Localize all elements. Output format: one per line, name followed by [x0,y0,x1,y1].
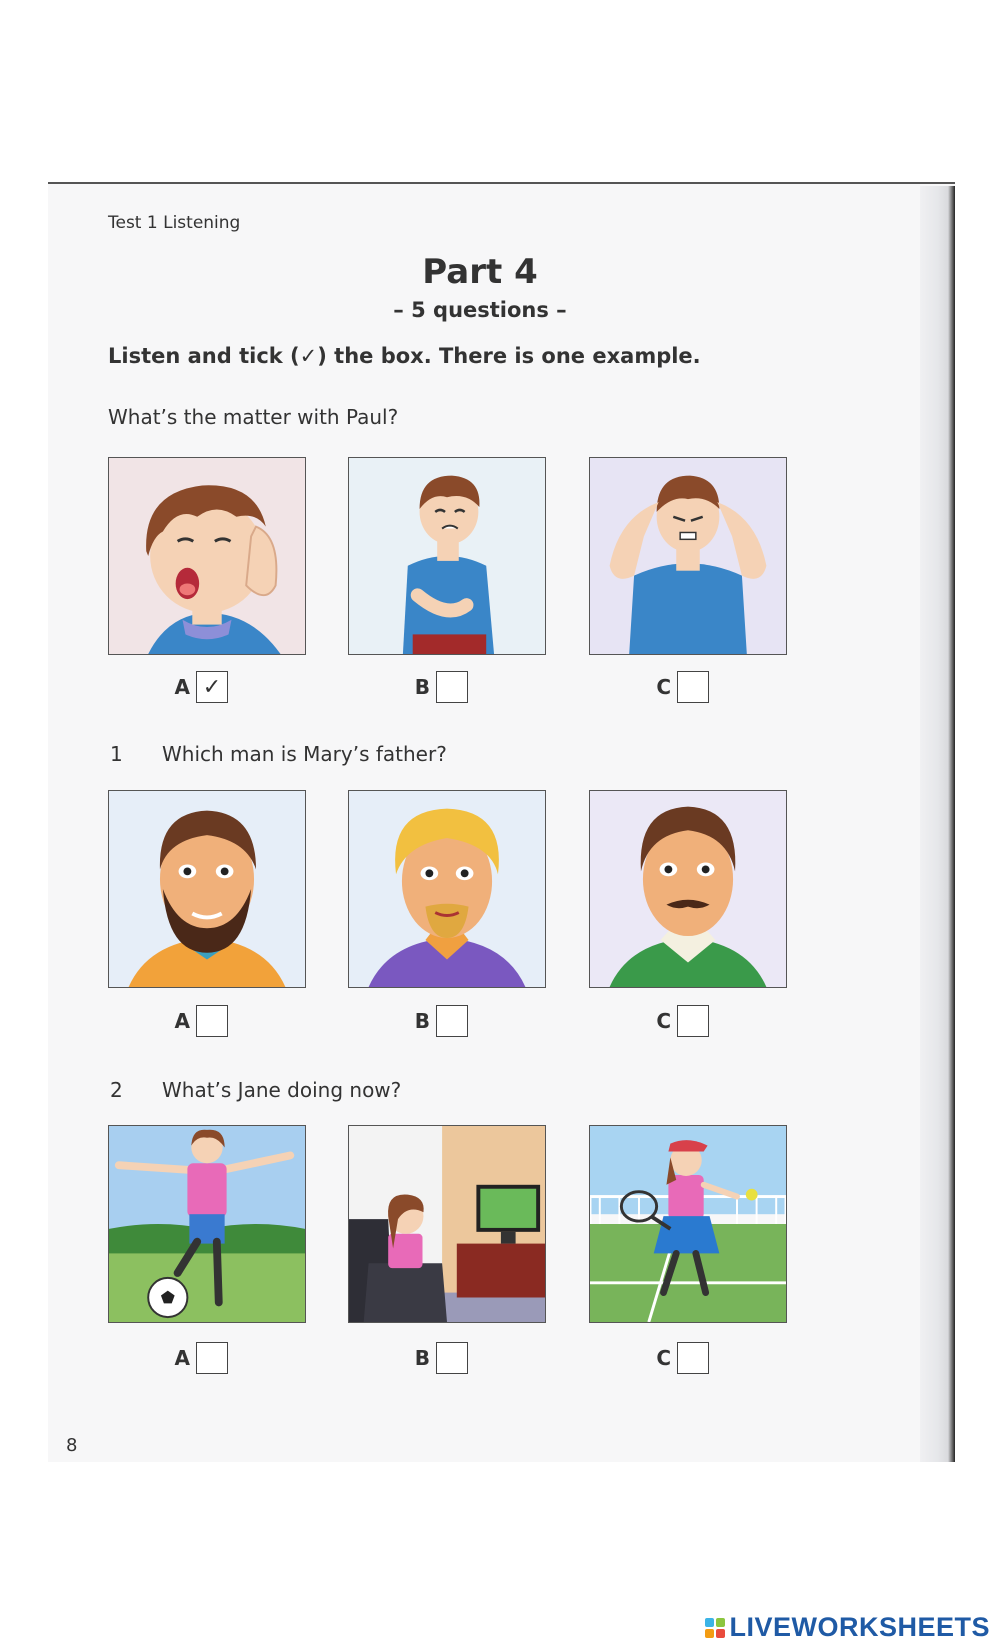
tick-box-checked[interactable]: ✓ [196,671,228,703]
question-text: Which man is Mary’s father? [162,742,447,766]
question-text: What’s Jane doing now? [162,1078,402,1102]
example-question: What’s the matter with Paul? [108,405,399,429]
q1-option-b [412,1003,468,1039]
girl-watching-tv-picture[interactable] [348,1125,546,1323]
q2-option-a [172,1340,228,1376]
man-beard-orange-shirt-picture[interactable] [108,790,306,988]
tick-box[interactable] [436,671,468,703]
page-number: 8 [66,1435,78,1456]
q1-option-c [653,1003,709,1039]
boy-headache-picture[interactable] [589,457,787,655]
q2-option-c [653,1340,709,1376]
part-title: Part 4 [422,252,538,292]
tick-box[interactable] [436,1342,468,1374]
boy-earache-picture[interactable] [108,457,306,655]
example-option-c [653,669,709,705]
option-letter: C [656,1346,671,1370]
q2-option-b [412,1340,468,1376]
q1-option-a [172,1003,228,1039]
option-letter: A [174,1009,190,1033]
girl-playing-tennis-picture[interactable] [589,1125,787,1323]
tick-box[interactable] [677,1005,709,1037]
tick-box[interactable] [677,1342,709,1374]
liveworksheets-brand[interactable] [705,1612,990,1643]
man-blond-purple-shirt-picture[interactable] [348,790,546,988]
liveworksheets-logo-icon [705,1618,725,1638]
man-moustache-green-shirt-picture[interactable] [589,790,787,988]
tick-box[interactable] [436,1005,468,1037]
tick-box[interactable] [196,1005,228,1037]
option-letter: A [174,1346,190,1370]
option-letter: C [656,1009,671,1033]
page-top-rule [48,182,955,184]
tick-box[interactable] [677,671,709,703]
example-option-b [412,669,468,705]
option-letter: B [414,1009,430,1033]
book-spine-shadow [920,186,955,1462]
option-letter: B [414,675,430,699]
question-number: 2 [110,1078,123,1102]
option-letter: C [656,675,671,699]
example-option-a [172,669,228,705]
running-head: Test 1 Listening [108,213,241,233]
boy-stomachache-picture[interactable] [348,457,546,655]
tick-box[interactable] [196,1342,228,1374]
girl-playing-football-picture[interactable] [108,1125,306,1323]
option-letter: A [174,675,190,699]
instruction-text: Listen and tick (✓) the box. There is one example. [108,344,701,368]
part-subtitle: – 5 questions – [393,298,567,322]
question-number: 1 [110,742,123,766]
option-letter: B [414,1346,430,1370]
brand-text: LIVEWORKSHEETS [729,1612,990,1642]
